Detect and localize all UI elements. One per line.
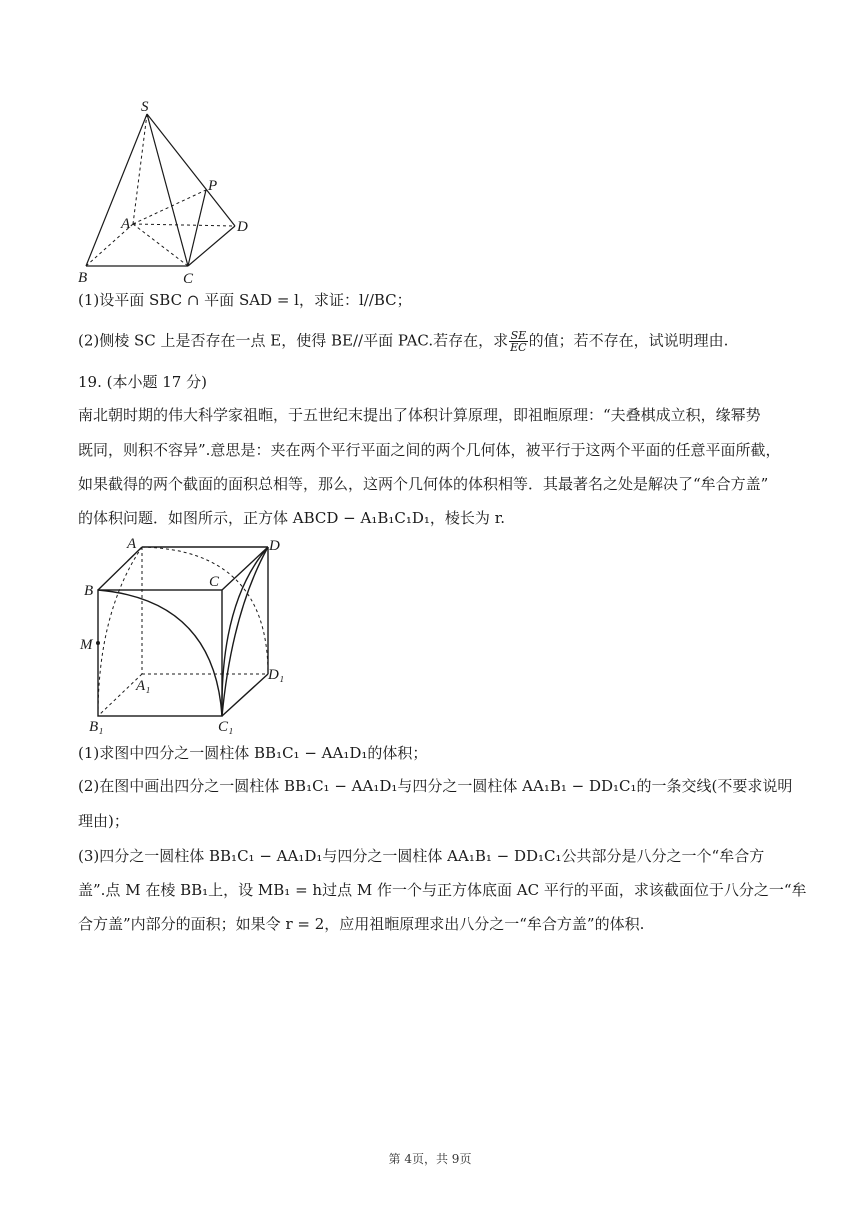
edge-AD bbox=[133, 224, 235, 226]
q19-part3-line-1: (3)四分之一圆柱体 BB₁C₁ − AA₁D₁与四分之一圆柱体 AA₁B₁ − DD₁C₁公共部分是八分之一个“牟合方 bbox=[78, 847, 765, 865]
fraction-denominator: EC bbox=[510, 341, 527, 354]
arc-A-D1 bbox=[142, 547, 268, 674]
point-M bbox=[96, 641, 100, 645]
front-face bbox=[98, 590, 222, 716]
arc-B-C1 bbox=[98, 590, 222, 716]
edge-AP bbox=[133, 190, 206, 224]
fraction-SE-EC bbox=[509, 330, 527, 353]
edge-CP bbox=[188, 190, 206, 266]
q19-part2-line-2: 理由)； bbox=[78, 812, 129, 830]
q19-intro-line-4: 的体积问题．如图所示，正方体 ABCD − A₁B₁C₁D₁，棱长为 r. bbox=[78, 509, 505, 527]
cube-figure bbox=[72, 532, 302, 738]
q19-intro-line-2: 既同，则积不容异”.意思是：夹在两个平行平面之间的两个几何体，被平行于这两个平面的任意平面所截， bbox=[78, 441, 781, 459]
q19-part2-line-1: (2)在图中画出四分之一圆柱体 BB₁C₁ − AA₁D₁与四分之一圆柱体 AA₁B₁ − DD₁C₁的一条交线(不要求说明 bbox=[78, 777, 793, 795]
edge-AC bbox=[133, 224, 188, 266]
edge-C1-D1 bbox=[222, 674, 268, 716]
pyramid-figure bbox=[70, 98, 270, 290]
label-B: B bbox=[84, 583, 94, 599]
q18-part2-before: (2)侧棱 SC 上是否存在一点 E，使得 BE//平面 PAC.若存在，求 bbox=[78, 331, 509, 350]
label-D: D bbox=[237, 219, 248, 235]
q18-part2-after: 的值；若不存在，试说明理由. bbox=[528, 331, 729, 350]
edge-B-A bbox=[98, 547, 142, 590]
label-D: D bbox=[269, 538, 280, 554]
q18-part1: (1)设平面 SBC ∩ 平面 SAD = l，求证：l//BC； bbox=[78, 291, 412, 309]
fraction-numerator: SE bbox=[510, 329, 527, 342]
edge-SC bbox=[147, 114, 188, 266]
label-C: C bbox=[209, 574, 220, 590]
label-C: C bbox=[183, 271, 194, 287]
q19-intro-line-3: 如果截得的两个截面的面积总相等，那么，这两个几何体的体积相等．其最著名之处是解决了“牟合方盖” bbox=[78, 475, 769, 493]
label-B: B bbox=[78, 270, 88, 286]
label-S: S bbox=[141, 99, 149, 115]
edge-CD bbox=[188, 226, 235, 266]
label-A1: A₁ bbox=[136, 678, 151, 694]
q18-part2 bbox=[78, 330, 728, 353]
edge-SD bbox=[147, 114, 235, 226]
label-A: A bbox=[127, 536, 137, 552]
q19-part3-line-3: 合方盖”内部分的面积；如果令 r = 2，应用祖暅原理求出八分之一“牟合方盖”的体积. bbox=[78, 915, 645, 933]
q19-heading: 19. (本小题 17 分) bbox=[78, 373, 207, 391]
page-footer: 第 4页，共 9页 bbox=[388, 1152, 472, 1166]
q19-intro-line-1: 南北朝时期的伟大科学家祖暅，于五世纪末提出了体积计算原理，即祖暅原理：“夫叠棋成立积，缘幂势 bbox=[78, 406, 761, 424]
arc-C1-D bbox=[222, 547, 268, 716]
edge-SB bbox=[86, 114, 147, 266]
q19-part1: (1)求图中四分之一圆柱体 BB₁C₁ − AA₁D₁的体积； bbox=[78, 744, 428, 762]
q19-part3-line-2: 盖”.点 M 在棱 BB₁上，设 MB₁ = h过点 M 作一个与正方体底面 AC 平行的平面，求该截面位于八分之一“牟 bbox=[78, 881, 807, 899]
label-A: A bbox=[121, 216, 131, 232]
label-M: M bbox=[80, 637, 93, 653]
label-D1: D₁ bbox=[268, 667, 285, 683]
label-P: P bbox=[208, 178, 218, 194]
label-B1: B₁ bbox=[89, 719, 104, 735]
label-C1: C₁ bbox=[218, 719, 234, 735]
